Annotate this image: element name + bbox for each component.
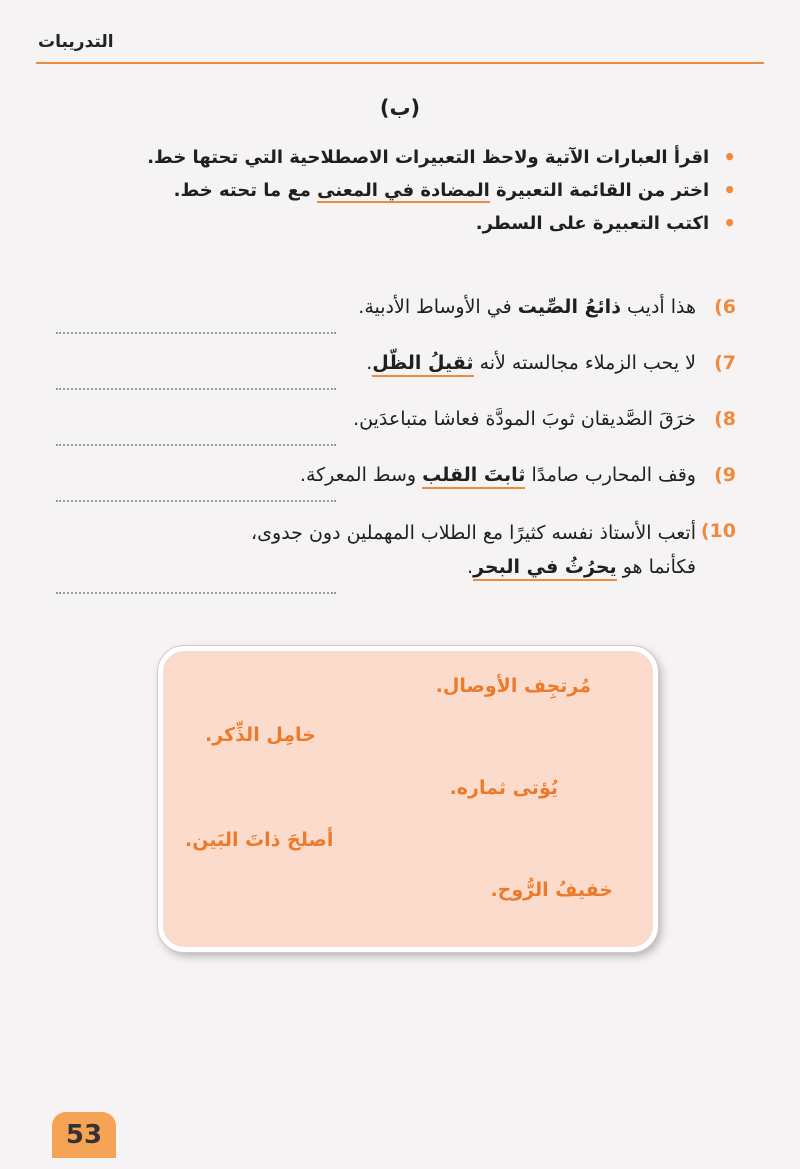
exercise-number: 6) xyxy=(714,296,736,318)
idiom-phrase: ذائعُ الصِّيت xyxy=(517,296,621,318)
idiom-phrase: ثقيلُ الظّل xyxy=(372,352,473,377)
bullet-icon: • xyxy=(723,145,736,169)
exercise-sentence: لا يحب الزملاء مجالسته لأنه ثقيلُ الظّل. xyxy=(366,348,696,378)
exercise-sentence: هذا أديب ذائعُ الصِّيت في الأوساط الأدبية. xyxy=(358,296,696,318)
idiom-phrase: ثابتَ القلب xyxy=(422,464,525,489)
exercise-sentence: خرَقَ الصَّديقان ثوبَ المودَّة فعاشا متباعدَين. xyxy=(353,408,696,430)
exercise-item xyxy=(56,516,736,608)
exercise-item xyxy=(56,404,736,460)
instruction-item xyxy=(86,146,736,169)
answer-line[interactable] xyxy=(56,332,336,334)
section-title: (ب) xyxy=(379,96,421,120)
option-item: مُرتجِف الأوصال. xyxy=(435,675,591,697)
instruction-item xyxy=(86,179,736,202)
bullet-icon: • xyxy=(723,211,736,235)
instructions-list xyxy=(86,146,736,245)
answer-line[interactable] xyxy=(56,388,336,390)
exercise-list xyxy=(56,292,736,608)
exercise-item xyxy=(56,348,736,404)
exercise-item xyxy=(56,460,736,516)
bullet-icon: • xyxy=(723,178,736,202)
answer-line[interactable] xyxy=(56,592,336,594)
instruction-highlight: المضادة في المعنى xyxy=(317,180,490,201)
options-box xyxy=(158,646,658,952)
option-item: خفيفُ الرُّوح. xyxy=(490,879,613,901)
exercise-number: 9) xyxy=(714,464,736,486)
exercise-sentence: وقف المحارب صامدًا ثابتَ القلب وسط المعركة. xyxy=(300,460,696,490)
instruction-text: اختر من القائمة التعبيرة المضادة في المعنى مع ما تحته خط. xyxy=(173,180,710,201)
option-item: يُؤتى ثماره. xyxy=(449,777,558,799)
option-item: أصلحَ ذاتَ البَين. xyxy=(185,829,334,851)
instruction-text: اقرأ العبارات الآتية ولاحظ التعبيرات الاصطلاحية التي تحتها خط. xyxy=(147,147,710,168)
exercise-number: 8) xyxy=(714,408,736,430)
idiom-phrase: يحرُثُ في البحر xyxy=(473,556,617,581)
answer-line[interactable] xyxy=(56,444,336,446)
exercise-number: 7) xyxy=(714,352,736,374)
exercise-sentence: أتعب الأستاذ نفسه كثيرًا مع الطلاب المهملين دون جدوى، فكأنما هو يحرُثُ في البحر. xyxy=(251,516,696,584)
page-number: 53 xyxy=(52,1112,116,1158)
header-divider xyxy=(36,62,764,64)
answer-line[interactable] xyxy=(56,500,336,502)
header-title: التدريبات xyxy=(38,32,114,52)
option-item: خامِل الذِّكر. xyxy=(205,724,316,746)
instruction-text: اكتب التعبيرة على السطر. xyxy=(475,213,710,234)
exercise-item xyxy=(56,292,736,348)
instruction-item xyxy=(86,212,736,235)
exercise-number: 10) xyxy=(700,520,736,542)
